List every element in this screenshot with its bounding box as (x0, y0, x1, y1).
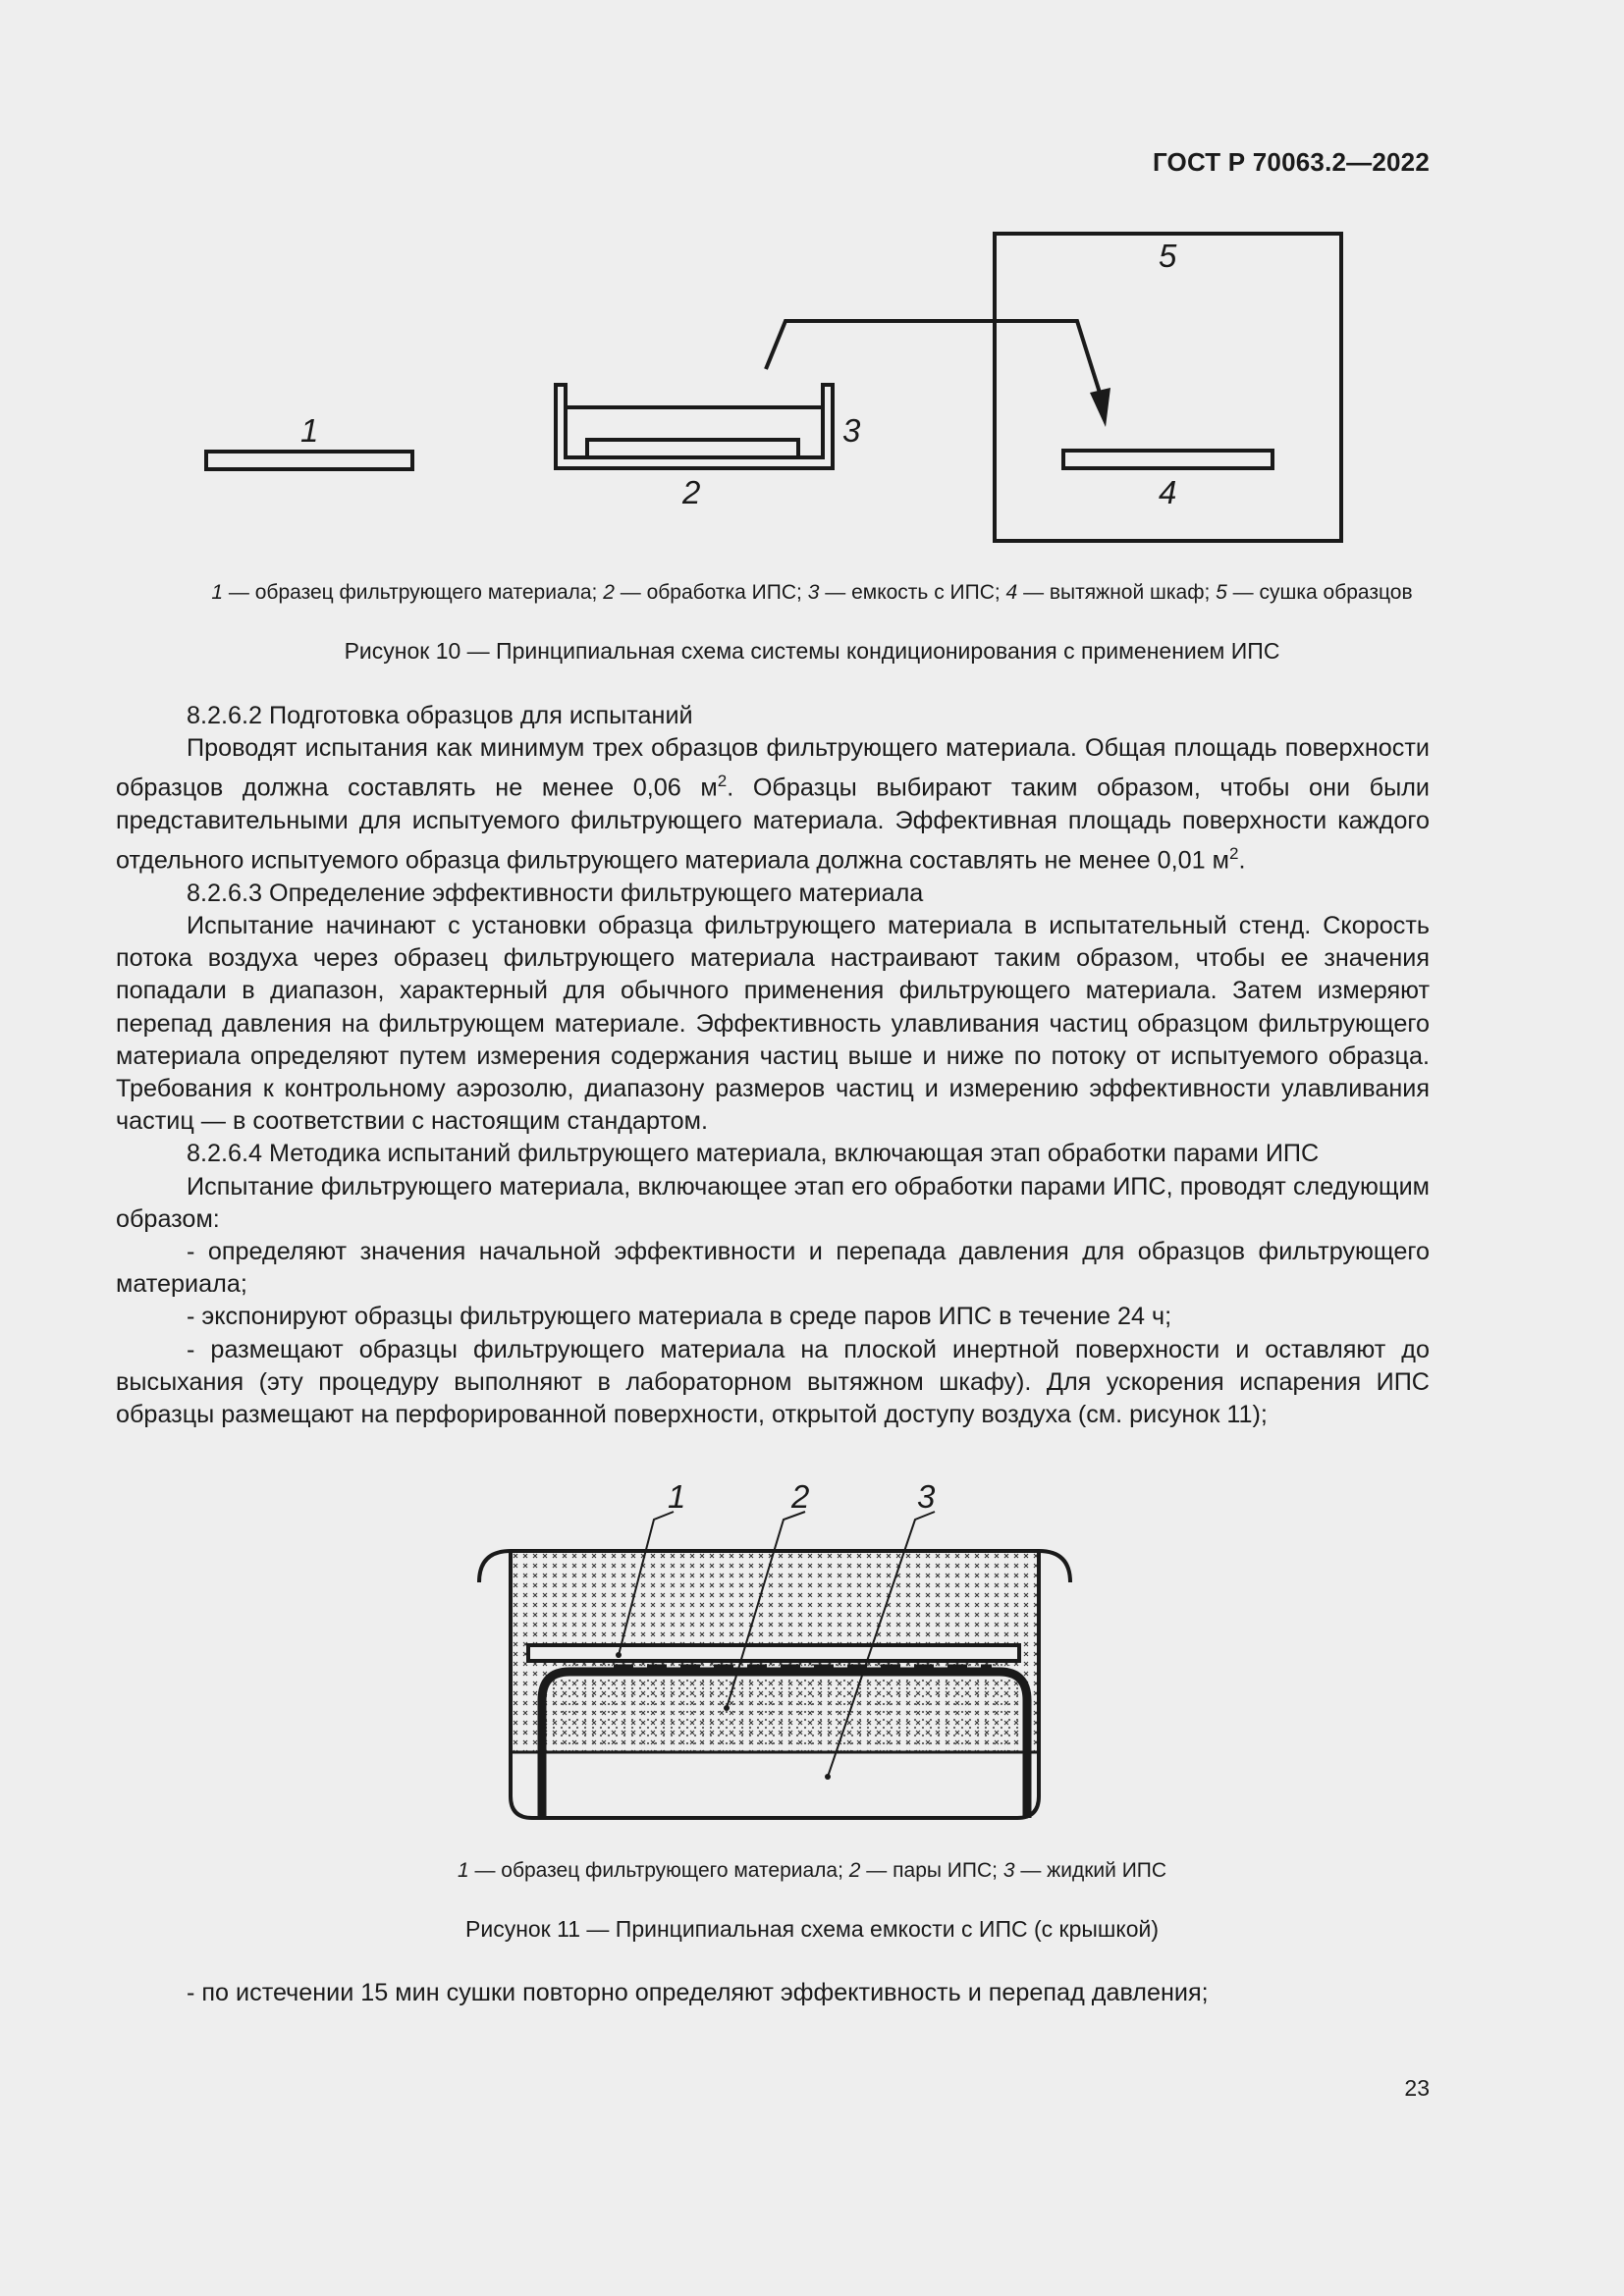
figure-10-caption: Рисунок 10 — Принципиальная схема системы кондиционирования с применением ИПС (344, 638, 1280, 664)
ips-liquid-lower (511, 1752, 1039, 1818)
callout-4: 4 (1159, 474, 1177, 510)
section-heading-8263: 8.2.6.3 Определение эффективности фильтрующего материала (187, 879, 924, 907)
legend-text: — образец фильтрующего материала; (223, 581, 604, 604)
paragraph-text: . (1238, 846, 1246, 875)
section-heading-8264: 8.2.6.4 Методика испытаний фильтрующего материала, включающая этап обработки парами ИПС (187, 1140, 1320, 1168)
legend-text: — сушка образцов (1226, 581, 1413, 604)
legend-num: 1 (211, 581, 224, 604)
callout-1: 1 (300, 412, 319, 449)
superscript: 2 (717, 772, 728, 791)
legend-text: — обработка ИПС; (614, 581, 808, 604)
body-text-block-2 (116, 1977, 1430, 2009)
paragraph-text: Проводят испытания как минимум трех образцов фильтрующего материала. Общая площадь поверхности образцов должна составлять не менее 0,06 м (116, 734, 1430, 802)
legend-num: 2 (603, 581, 615, 604)
callout-3: 3 (917, 1478, 936, 1515)
paragraph-efficiency: Испытание начинают с установки образца фильтрующего материала в испытательный стенд. Скорость потока воздуха через образец фильтрующего материала настраивают таким образом, чтобы ее значения попадали в диапазон, характерный для обычного применения фильтрующего материала. Затем измеряют перепад давления на фильтрующем материале. Эффективность улавливания частиц образцом фильтрующего материала определяют путем измерения содержания частиц выше и ниже по потоку от испытуемого образца. Требования к контрольному аэрозолю, диапазону размеров частиц и измерению эффективности улавливания частиц — в соответствии с настоящим стандартом. (116, 912, 1430, 1136)
legend-text: — жидкий ИПС (1014, 1859, 1167, 1882)
list-item: - определяют значения начальной эффективности и перепада давления для образцов фильтрующего материала; (116, 1238, 1430, 1299)
sample-in-container (587, 440, 798, 457)
sample-4 (1063, 451, 1272, 468)
list-item: - по истечении 15 мин сушки повторно определяют эффективность и перепад давления; (187, 1979, 1209, 2006)
callout-1: 1 (668, 1478, 686, 1515)
legend-num: 3 (807, 581, 820, 604)
legend-text: — емкость с ИПС; (819, 581, 1006, 604)
document-header: ГОСТ Р 70063.2—2022 (1152, 147, 1430, 177)
sample-plate (528, 1645, 1019, 1661)
callout-2: 2 (791, 1478, 810, 1515)
paragraph-sample-prep (116, 732, 1430, 878)
legend-num: 4 (1005, 581, 1018, 604)
legend-num: 3 (1002, 1859, 1015, 1882)
figure-11-legend (116, 1859, 1508, 1883)
arrow-head (1090, 388, 1110, 427)
callout-3: 3 (842, 412, 861, 449)
callout-5: 5 (1159, 238, 1177, 274)
legend-num: 5 (1216, 581, 1227, 604)
superscript: 2 (1229, 844, 1239, 864)
ips-liquid-region (542, 1664, 1027, 1752)
legend-text: — вытяжной шкаф; (1017, 581, 1217, 604)
section-heading-8262: 8.2.6.2 Подготовка образцов для испытаний (187, 702, 693, 729)
paragraph-text: . Образцы выбирают таким образом, чтобы они были представительными для испытуемого фильтрующего материала. Эффективная площадь поверхности каждого отдельного испытуемого образца фильтрующего материала должна составлять не менее 0,01 м (116, 774, 1430, 875)
figure-11-diagram (0, 1472, 1624, 1836)
legend-text: — пары ИПС; (860, 1859, 1003, 1882)
figure-10-diagram (0, 226, 1624, 550)
list-item: - экспонируют образцы фильтрующего материала в среде паров ИПС в течение 24 ч; (187, 1303, 1172, 1331)
callout-2: 2 (682, 474, 701, 510)
legend-num: 1 (457, 1859, 469, 1882)
transfer-arrow (766, 321, 1100, 393)
paragraph-method: Испытание фильтрующего материала, включающее этап его обработки парами ИПС, проводят следующим образом: (116, 1172, 1430, 1233)
page-number: 23 (1404, 2075, 1430, 2101)
body-text-block-1 (116, 700, 1430, 1431)
figure-10-legend (116, 581, 1508, 605)
figure-11-caption: Рисунок 11 — Принципиальная схема емкости с ИПС (с крышкой) (465, 1916, 1159, 1942)
legend-num: 2 (848, 1859, 861, 1882)
legend-text: — образец фильтрующего материала; (468, 1859, 849, 1882)
list-item: - размещают образцы фильтрующего материала на плоской инертной поверхности и оставляют до высыхания (эту процедуру выполняют в лабораторном вытяжном шкафу). Для ускорения испарения ИПС образцы размещают на перфорированной поверхности, открытой доступу воздуха (см. рисунок 11); (116, 1335, 1430, 1429)
sample-1 (206, 452, 412, 469)
